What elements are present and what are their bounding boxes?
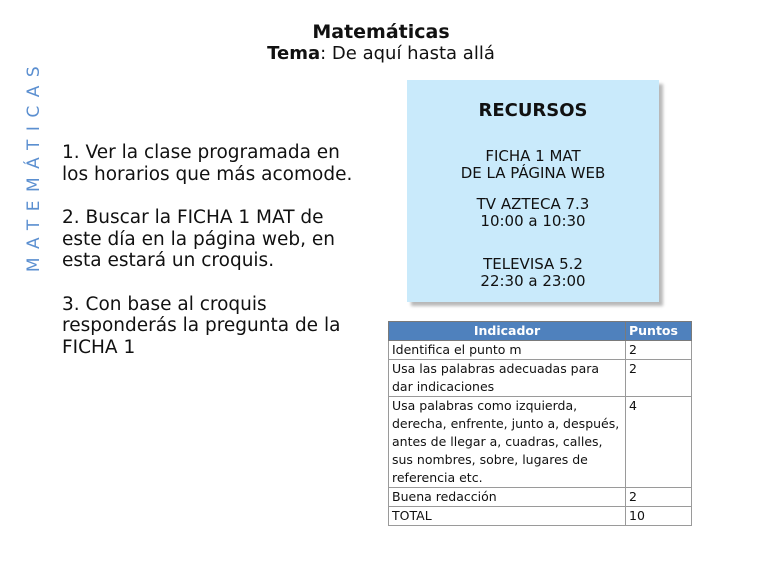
rubric-points: 10 xyxy=(626,507,692,526)
instruction-step-3: 3. Con base al croquis responderás la pregunta de la FICHA 1 xyxy=(62,293,341,358)
instructions-list xyxy=(62,142,362,380)
rubric-indicator: TOTAL xyxy=(389,507,626,526)
resource-ficha-line-1: FICHA 1 MAT xyxy=(485,147,581,165)
instruction-step-1: 1. Ver la clase programada en los horarios que más acomode. xyxy=(62,142,353,185)
resource-ficha-line-2: DE LA PÁGINA WEB xyxy=(460,164,606,182)
table-row xyxy=(389,341,692,360)
page-title: Matemáticas xyxy=(312,21,450,43)
resource-televisa-channel: TELEVISA 5.2 xyxy=(483,255,583,273)
rubric-indicator: Usa las palabras adecuadas para dar indicaciones xyxy=(389,360,626,397)
rubric-indicator: Identifica el punto m xyxy=(389,341,626,360)
table-row xyxy=(389,360,692,397)
rubric-header-row xyxy=(389,322,692,341)
rubric-header-indicator: Indicador xyxy=(389,322,626,341)
resources-title: RECURSOS xyxy=(478,100,588,121)
page-subtitle xyxy=(0,43,762,64)
table-row xyxy=(389,507,692,526)
rubric-points: 2 xyxy=(626,360,692,397)
resource-televisa xyxy=(407,256,659,290)
rubric-indicator: Usa palabras como izquierda, derecha, enfrente, junto a, después, antes de llegar a, cuadras, calles, sus nombres, sobre, lugares de referencia etc. xyxy=(389,397,626,488)
rubric-table xyxy=(388,321,692,526)
instruction-step-2: 2. Buscar la FICHA 1 MAT de este día en la página web, en esta estará un croquis. xyxy=(62,207,336,271)
resource-televisa-time: 22:30 a 23:00 xyxy=(480,272,586,290)
side-subject-text: MATEMÁTICAS xyxy=(24,57,44,273)
rubric-points: 2 xyxy=(626,341,692,360)
rubric-points: 2 xyxy=(626,488,692,507)
tema-text: : De aquí hasta allá xyxy=(320,43,495,64)
rubric-indicator: Buena redacción xyxy=(389,488,626,507)
resource-ficha xyxy=(407,148,659,182)
table-row xyxy=(389,397,692,488)
rubric-points: 4 xyxy=(626,397,692,488)
side-subject-label xyxy=(20,57,48,273)
rubric-header-points: Puntos xyxy=(626,322,692,341)
resource-tv-azteca-channel: TV AZTECA 7.3 xyxy=(476,195,590,213)
resource-tv-azteca xyxy=(407,196,659,230)
tema-label: Tema xyxy=(267,43,321,64)
table-row xyxy=(389,488,692,507)
resource-tv-azteca-time: 10:00 a 10:30 xyxy=(480,212,586,230)
resources-sticky-note xyxy=(407,80,659,302)
